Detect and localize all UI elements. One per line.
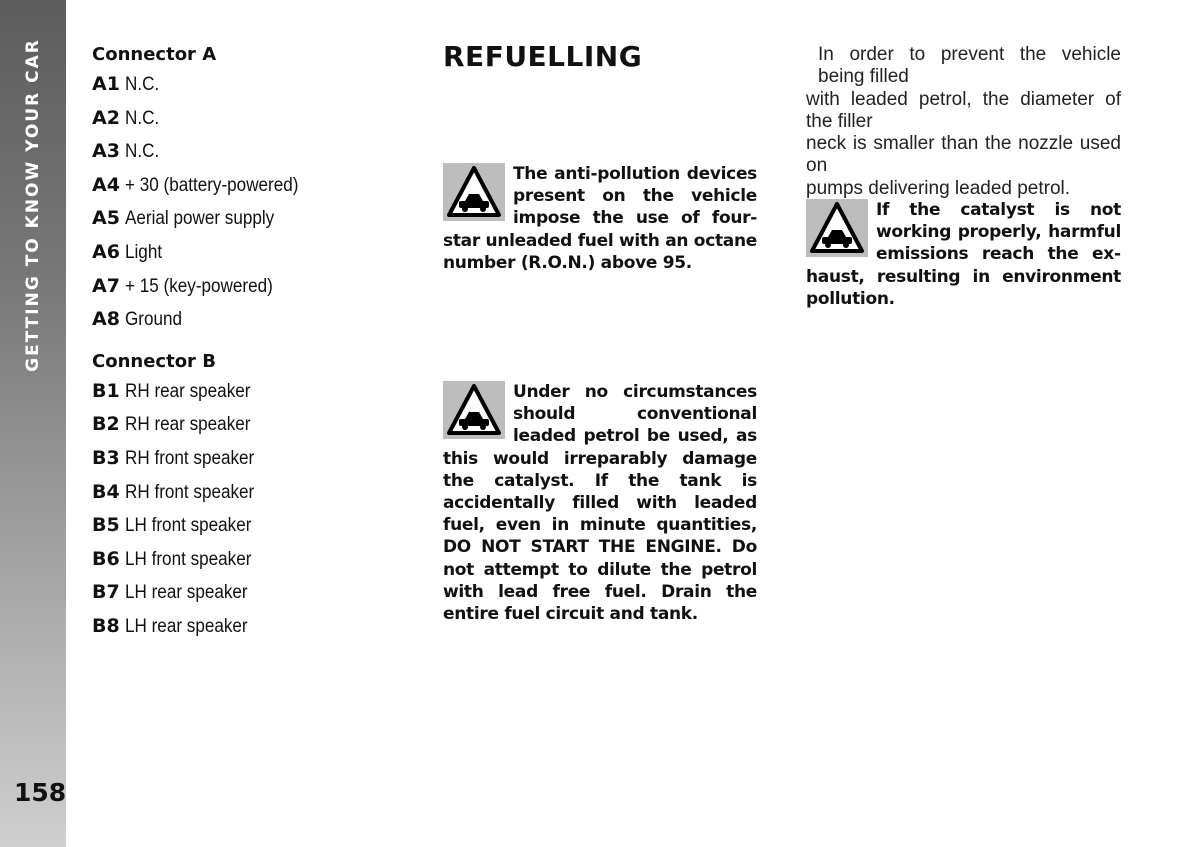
pin-desc: LH rear speaker bbox=[124, 615, 248, 637]
warning-catalyst bbox=[806, 199, 1121, 310]
filler-neck-paragraph bbox=[806, 44, 1121, 200]
pollution-warning-icon bbox=[443, 163, 505, 221]
sidebar bbox=[0, 0, 66, 847]
pollution-warning-icon bbox=[443, 381, 505, 439]
pin-row bbox=[92, 236, 412, 270]
pin-row bbox=[92, 576, 412, 610]
pin-code: A5 bbox=[92, 207, 120, 230]
pin-code: A8 bbox=[92, 308, 120, 331]
pin-row bbox=[92, 270, 412, 304]
pin-desc: N.C. bbox=[125, 74, 160, 95]
pin-desc: RH front speaker bbox=[124, 447, 255, 469]
connector-a-heading: Connector A bbox=[92, 44, 217, 65]
pin-row bbox=[92, 610, 412, 644]
pin-desc: N.C. bbox=[125, 107, 160, 129]
connector-b-heading: Connector B bbox=[92, 350, 216, 372]
warning-text: The anti-pollution devices present on the vehicle impose the use of four-star unleaded fuel with an octane number (R.O.N.) above 95. bbox=[443, 164, 757, 273]
pin-row bbox=[92, 543, 412, 577]
pin-code: B7 bbox=[92, 581, 120, 604]
pin-code: A2 bbox=[92, 106, 120, 129]
pin-row bbox=[92, 408, 412, 442]
pin-code: A1 bbox=[92, 73, 120, 95]
pin-row bbox=[92, 202, 412, 236]
pin-row bbox=[92, 102, 412, 136]
paragraph-line: pumps delivering leaded petrol. bbox=[806, 177, 1071, 199]
pollution-warning-icon bbox=[806, 199, 868, 257]
pin-desc: Ground bbox=[125, 309, 183, 331]
pin-desc: N.C. bbox=[125, 141, 160, 163]
pin-code: A7 bbox=[92, 274, 120, 297]
pin-code: B5 bbox=[92, 514, 120, 537]
pin-row bbox=[92, 375, 412, 409]
pin-code: B1 bbox=[92, 379, 120, 402]
pin-code: B3 bbox=[92, 446, 120, 469]
pin-row bbox=[92, 509, 412, 543]
pin-desc: Aerial power supply bbox=[125, 208, 275, 230]
pin-row bbox=[92, 442, 412, 476]
pin-desc: + 30 (battery-powered) bbox=[125, 174, 299, 196]
pin-code: A4 bbox=[92, 173, 120, 196]
pin-desc: Light bbox=[125, 241, 163, 263]
pin-desc: + 15 (key-powered) bbox=[125, 275, 274, 297]
pin-desc: LH front speaker bbox=[124, 515, 252, 537]
pin-desc: LH rear speaker bbox=[124, 582, 248, 604]
pin-code: B8 bbox=[92, 614, 120, 637]
pin-desc: RH rear speaker bbox=[124, 380, 251, 402]
pin-code: B6 bbox=[92, 547, 120, 570]
pin-desc: RH rear speaker bbox=[124, 414, 251, 436]
pin-row bbox=[92, 476, 412, 510]
page-number: 158 bbox=[14, 778, 67, 807]
warning-text: Under no circumstances should conventional leaded petrol be used, as this would irreparably damage the catalyst. If the tank is accidentally filled with leaded fuel, even in minute quantities, DO NOT START THE ENGINE. Do not attempt to dilute the petrol with lead free fuel. Drain the entire fuel circuit and tank. bbox=[443, 382, 757, 625]
warning-leaded-petrol bbox=[443, 381, 757, 625]
connector-list bbox=[92, 42, 412, 644]
pin-row bbox=[92, 68, 412, 102]
pin-row bbox=[92, 303, 412, 337]
pin-desc: LH front speaker bbox=[124, 548, 252, 570]
paragraph-line: In order to prevent the vehicle being filled bbox=[818, 44, 1121, 88]
pin-code: B2 bbox=[92, 413, 120, 436]
pin-row bbox=[92, 135, 412, 169]
sidebar-title: GETTING TO KNOW YOUR CAR bbox=[23, 38, 43, 372]
paragraph-line: neck is smaller than the nozzle used on bbox=[806, 133, 1121, 177]
pin-code: B4 bbox=[92, 480, 120, 503]
pin-code: A3 bbox=[92, 140, 120, 163]
warning-unleaded-fuel bbox=[443, 163, 757, 274]
pin-code: A6 bbox=[92, 240, 120, 263]
warning-text: If the catalyst is not working properly, harmful emissions reach the exhaust, resulting in environment pollution. bbox=[806, 200, 1121, 309]
pin-row bbox=[92, 169, 412, 203]
paragraph-line: with leaded petrol, the diameter of the filler bbox=[806, 88, 1121, 132]
section-title: REFUELLING bbox=[443, 40, 643, 73]
pin-desc: RH front speaker bbox=[124, 481, 255, 503]
